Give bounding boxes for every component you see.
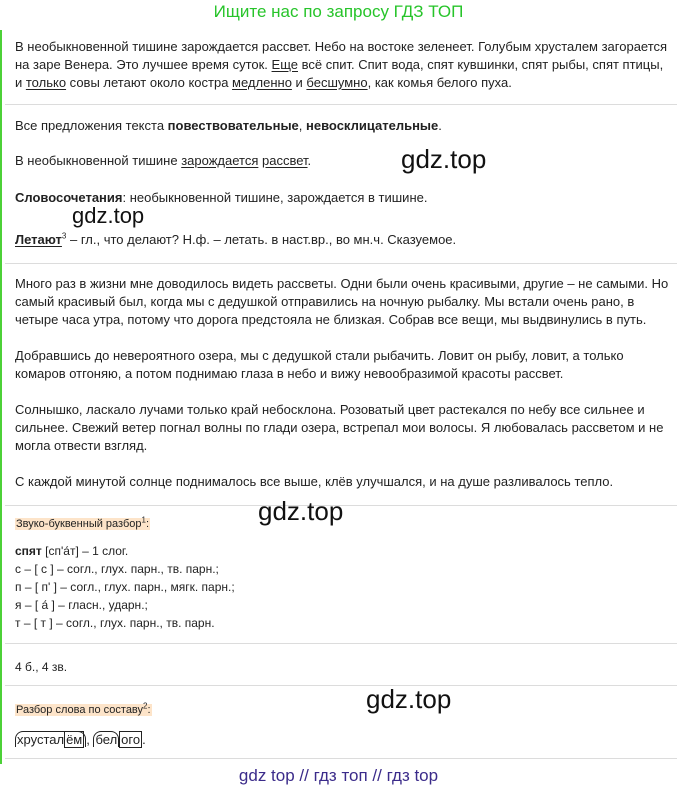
text-part: , xyxy=(298,118,307,133)
phonetic-analysis xyxy=(15,542,670,632)
divider xyxy=(5,104,677,105)
essay-paragraph-3: Солнышко, ласкало лучами только край небосклона. Розоватый цвет растекался по небу все сильнее и сильнее. Свежий ветер погнал волны по глади озера, встрепал мои волосы. Я любовалась рассветом и не могла отвести взгляд. xyxy=(15,402,664,453)
divider xyxy=(5,643,677,644)
predicate: зарождается xyxy=(181,153,259,168)
verb-text: – гл., что делают? Н.ф. – летать. в наст.вр., во мн.ч. Сказуемое. xyxy=(66,232,457,247)
divider xyxy=(5,758,677,759)
bottom-bar: gdz top // гдз топ // гдз top xyxy=(238,766,439,785)
footnote-mark: 3 xyxy=(61,231,67,241)
text-part: всё спит. Спит вода, спят кувшинки, спят рыбы, спят птицы, и xyxy=(15,57,664,90)
phonetic-word: спят xyxy=(15,544,42,558)
footnote-mark: 2 xyxy=(143,701,148,711)
footnote-mark: 1 xyxy=(141,515,146,525)
morph-ending-1: ём xyxy=(66,732,83,747)
text-part: В необыкновенной тишине xyxy=(15,153,182,168)
text-part: : xyxy=(145,518,150,530)
watermark: gdz.top xyxy=(72,203,145,228)
morph-word-1 xyxy=(15,731,86,747)
watermark: gdz.top xyxy=(366,684,452,714)
text-part: совы летают около костра xyxy=(66,75,233,90)
text-part: Все предложения текста xyxy=(15,118,168,133)
morph-root-1: хрустал xyxy=(17,732,65,747)
source-text xyxy=(15,38,670,92)
essay-paragraph-4: С каждой минутой солнце поднималось все выше, клёв улучшался, и на душе разливалось тепло. xyxy=(15,474,614,489)
phonetic-line: п – [ п' ] – согл., глух. парн., мягк. парн.; xyxy=(15,580,235,594)
watermark: gdz.top xyxy=(258,496,344,526)
text-part: . xyxy=(438,118,442,133)
underlined-word: только xyxy=(25,75,67,90)
bold-term: повествовательные xyxy=(167,118,299,133)
text-part: : xyxy=(147,704,151,716)
phrases-label: Словосочетания xyxy=(15,190,123,205)
watermark: gdz.top xyxy=(401,144,487,174)
morph-root-2: бел xyxy=(95,732,118,747)
phonetic-head xyxy=(15,542,670,560)
text-part: В необыкновенной тишине зарождается рассвет. Небо на востоке зеленеет. Голубым хрусталем загорается на заре Венера. Это лучшее время суток. xyxy=(15,39,668,72)
phonetic-line: я – [ а́ ] – гласн., ударн.; xyxy=(15,598,148,612)
solution-content xyxy=(0,30,677,764)
morph-label xyxy=(15,700,670,719)
verb-analysis xyxy=(15,231,670,249)
text-part: , xyxy=(86,732,94,747)
bold-term: невосклицательные xyxy=(306,118,439,133)
underlined-word: Еще xyxy=(271,57,298,72)
divider xyxy=(5,685,677,686)
text-part: . xyxy=(307,153,312,168)
letter-sound-count: 4 б., 4 зв. xyxy=(15,660,68,674)
underlined-word: бесшумно xyxy=(306,75,368,90)
subject: рассвет xyxy=(262,153,308,168)
text-part: . xyxy=(142,732,146,747)
text-part: , как комья белого пуха. xyxy=(367,75,512,90)
sentence-parse xyxy=(15,152,670,170)
verb-word: Летают xyxy=(15,232,62,247)
top-banner: Ищите нас по запросу ГДЗ ТОП xyxy=(213,2,464,21)
text-part: и xyxy=(291,75,307,90)
morph-ending-2: ого xyxy=(121,732,141,747)
morph-label-text: Разбор слова по составу xyxy=(16,704,144,716)
phonetic-label-text: Звуко-буквенный разбор xyxy=(16,518,142,530)
divider xyxy=(5,263,677,264)
phrases-text: : необыкновенной тишине, зарождается в тишине. xyxy=(122,190,428,205)
sentence-types xyxy=(15,117,670,135)
phonetic-line: с – [ с ] – согл., глух. парн., тв. парн.; xyxy=(15,562,219,576)
phonetic-line: т – [ т ] – согл., глух. парн., тв. парн. xyxy=(15,616,215,630)
essay-paragraph-2: Добравшись до невероятного озера, мы с дедушкой стали рыбачить. Ловит он рыбу, ловит, а только комаров отгоняю, а потом поднимаю глаза в небо и вижу невообразимой красоты рассвет. xyxy=(15,348,624,381)
essay-paragraph-1: Много раз в жизни мне доводилось видеть рассветы. Одни были очень красивыми, другие – не самыми. Но самый красивый был, когда мы с дедушкой отправились на ночную рыбалку. Мы встали очень рано, в четыре часа утра, потому что дорога предстояла не близкая. Собрав все вещи, мы выдвинулись в путь. xyxy=(15,276,669,327)
morph-analysis xyxy=(15,731,670,749)
underlined-word: медленно xyxy=(232,75,292,90)
transcription: [сп'а́т] – 1 слог. xyxy=(41,544,129,558)
